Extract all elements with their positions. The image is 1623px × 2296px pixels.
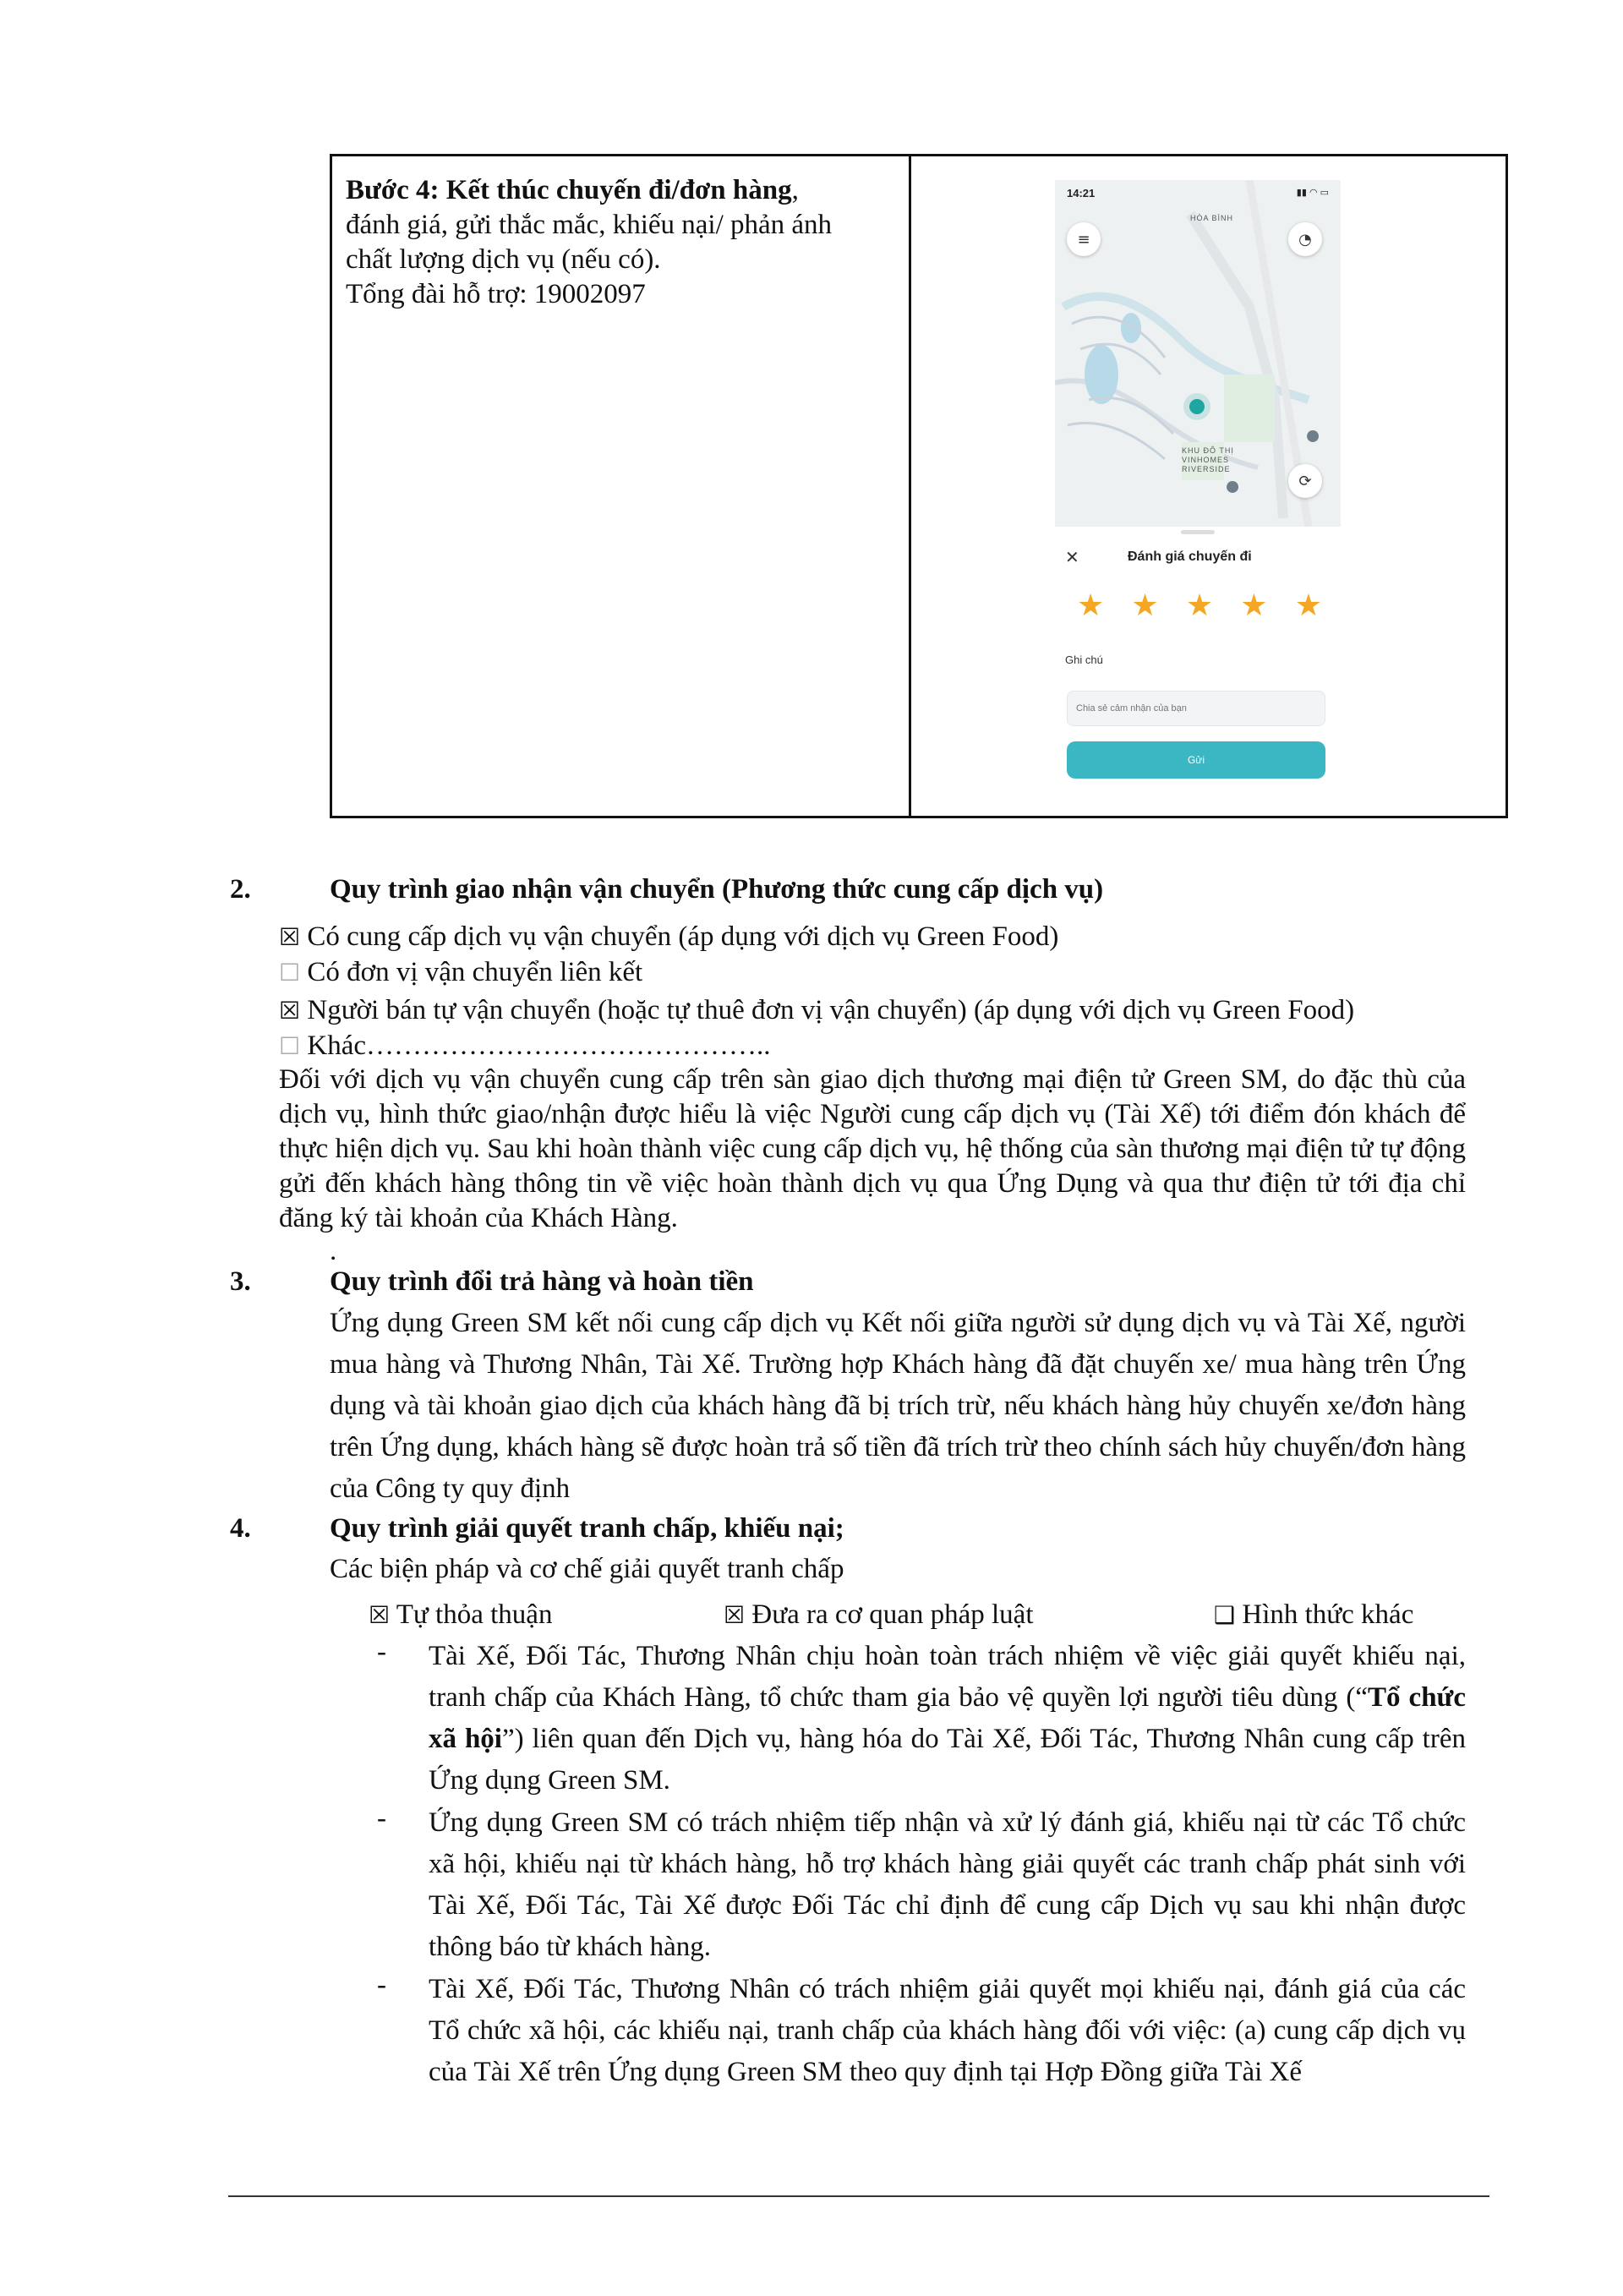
status-time: 14:21 [1067, 187, 1096, 200]
rating-sheet [1055, 527, 1341, 799]
step-image-cell [911, 156, 1506, 816]
map-view [1055, 180, 1341, 527]
star-icon[interactable]: ★ [1077, 588, 1105, 623]
checkbox-empty-icon: ☐ [279, 959, 301, 987]
checkbox-checked-icon: ☒ [279, 923, 301, 951]
sec4-option-2-label: Đưa ra cơ quan pháp luật [751, 1599, 1034, 1630]
sec2-paragraph: Đối với dịch vụ vận chuyển cung cấp trên sàn giao dịch thương mại điện tử Green SM, do đặc thù của dịch vụ, hình thức giao/nhận được hiểu là việc Người cung cấp dịch vụ (Tài Xế) tới điểm đón khách để thực hiện dịch vụ. Sau khi hoàn thành việc cung cấp dịch vụ, hệ thống của sàn thương mại điện tử tự động gửi đến khách hàng thông tin về việc hoàn thành dịch vụ qua Ứng Dụng và qua thư điện tử tới địa chỉ đăng ký tài khoản của Khách Hàng. [279, 1064, 1466, 1233]
sec4-option-2 [724, 1598, 1034, 1632]
sec2-option-3 [279, 993, 1354, 1028]
note-label: Ghi chú [1065, 653, 1103, 666]
step4-title: Bước 4: Kết thúc chuyến đi/đơn hàng [346, 175, 792, 205]
sec2-option-1 [279, 920, 1058, 954]
checkbox-checked-icon: ☒ [279, 997, 301, 1025]
step-table [330, 154, 1508, 818]
sec2-dot: . [330, 1236, 337, 1266]
note-input[interactable] [1067, 691, 1325, 726]
sec3-paragraph: Ứng dụng Green SM kết nối cung cấp dịch vụ Kết nối giữa người sử dụng dịch vụ và Tài Xế, người mua hàng và Thương Nhân, Tài Xế. Trường hợp Khách hàng đã đặt chuyến xe/ mua hàng trên Ứng dụng và tài khoản giao dịch của khách hàng đã bị trích trừ, nếu khách hàng hủy chuyến xe/đơn hàng trên Ứng dụng, khách hàng sẽ được hoàn trả số tiền đã trích trừ theo chính sách hủy chuyến/đơn hàng của Công ty quy định [330, 1308, 1466, 1504]
star-icon[interactable]: ★ [1240, 588, 1268, 623]
checkbox-empty-icon: ❑ [1214, 1601, 1236, 1629]
map-place-label: KHU ĐÔ THỊ VINHOMES RIVERSIDE [1182, 446, 1234, 473]
sec2-option-4-label: Khác…………………………………….. [307, 1030, 771, 1061]
star-icon[interactable]: ★ [1131, 588, 1159, 623]
section-3-title: Quy trình đổi trả hàng và hoàn tiền [330, 1266, 754, 1297]
sec2-option-3-label: Người bán tự vận chuyển (hoặc tự thuê đơn vị vận chuyển) (áp dụng với dịch vụ Green Food) [307, 995, 1355, 1025]
sec4-bullet-1-text-end: ”) liên quan đến Dịch vụ, hàng hóa do Tài Xế, Đối Tác, Thương Nhân cung cấp trên Ứng dụng Green SM. [429, 1724, 1466, 1796]
sec2-option-4 [279, 1029, 771, 1063]
sec4-bullet-2: Ứng dụng Green SM có trách nhiệm tiếp nhận và xử lý đánh giá, khiếu nại từ các Tổ chức xã hội, khiếu nại từ khách hàng, hỗ trợ khách hàng giải quyết các tranh chấp phát sinh với Tài Xế, Đối Tác, Tài Xế được Đối Tác chỉ định để cung cấp Dịch vụ sau khi nhận được thông báo từ khách hàng. [429, 1807, 1466, 1962]
step4-line3: chất lượng dịch vụ (nếu có). [346, 244, 661, 275]
checkbox-checked-icon: ☒ [724, 1601, 746, 1629]
sec4-bullet-3: Tài Xế, Đối Tác, Thương Nhân có trách nhiệm giải quyết mọi khiếu nại, đánh giá của các Tổ chức xã hội, các khiếu nại, tranh chấp của khách hàng đối với việc: (a) cung cấp dịch vụ của Tài Xế trên Ứng dụng Green SM theo quy định tại Hợp Đồng giữa Tài Xế [429, 1974, 1466, 2087]
sec2-option-1-label: Có cung cấp dịch vụ vận chuyển (áp dụng với dịch vụ Green Food) [307, 921, 1059, 952]
section-4-title: Quy trình giải quyết tranh chấp, khiếu nại; [330, 1513, 844, 1544]
sec4-option-3-label: Hình thức khác [1242, 1599, 1414, 1630]
bullet-dash: - [377, 1970, 386, 2000]
step4-hotline: Tổng đài hỗ trợ: 19002097 [346, 279, 646, 309]
map-area-label: HÒA BÌNH [1190, 214, 1234, 222]
compass-icon[interactable]: ◔ [1288, 222, 1322, 256]
sec4-option-1 [369, 1598, 552, 1632]
sec2-option-2 [279, 955, 642, 990]
step4-comma: , [791, 175, 799, 205]
recenter-icon[interactable]: ⟳ [1288, 464, 1322, 498]
sec4-option-3 [1214, 1598, 1413, 1632]
sec4-bullet-1 [429, 1636, 1466, 1801]
star-rating [1077, 589, 1322, 623]
app-screenshot [1055, 180, 1341, 799]
sec4-option-1-label: Tự thỏa thuận [396, 1599, 553, 1630]
footer-divider [228, 2195, 1489, 2197]
bullet-dash: - [377, 1803, 386, 1834]
sec2-option-2-label: Có đơn vị vận chuyển liên kết [307, 957, 643, 987]
step-text-cell [332, 156, 911, 816]
star-icon[interactable]: ★ [1185, 588, 1214, 623]
section-2-title: Quy trình giao nhận vận chuyển (Phương thức cung cấp dịch vụ) [330, 874, 1104, 905]
section-4-number: 4. [230, 1513, 251, 1544]
section-2-number: 2. [230, 874, 251, 905]
menu-icon[interactable]: ≡ [1067, 222, 1101, 256]
send-button[interactable]: Gửi [1067, 741, 1325, 779]
step4-line1 [346, 173, 895, 208]
sec4-subtitle: Các biện pháp và cơ chế giải quyết tranh chấp [330, 1554, 844, 1584]
rating-title: Đánh giá chuyến đi [1128, 549, 1252, 564]
close-icon[interactable]: ✕ [1065, 547, 1079, 567]
section-3-number: 3. [230, 1266, 251, 1297]
star-icon[interactable]: ★ [1294, 588, 1322, 623]
sheet-handle[interactable] [1181, 530, 1215, 534]
checkbox-empty-icon: ☐ [279, 1032, 301, 1060]
status-icons: ▮▮ ◠ ▭ [1296, 188, 1329, 198]
sec4-bullet-1-text: Tài Xế, Đối Tác, Thương Nhân chịu hoàn toàn trách nhiệm về việc giải quyết khiếu nại, tranh chấp của Khách Hàng, tổ chức tham gia bảo vệ quyền lợi người tiêu dùng (“ [429, 1641, 1466, 1713]
step4-line2: đánh giá, gửi thắc mắc, khiếu nại/ phản ánh [346, 210, 833, 240]
sec4-bullet-1-bold: Tổ chức xã hội [429, 1682, 1466, 1754]
checkbox-checked-icon: ☒ [369, 1601, 391, 1629]
bullet-dash: - [377, 1637, 386, 1667]
